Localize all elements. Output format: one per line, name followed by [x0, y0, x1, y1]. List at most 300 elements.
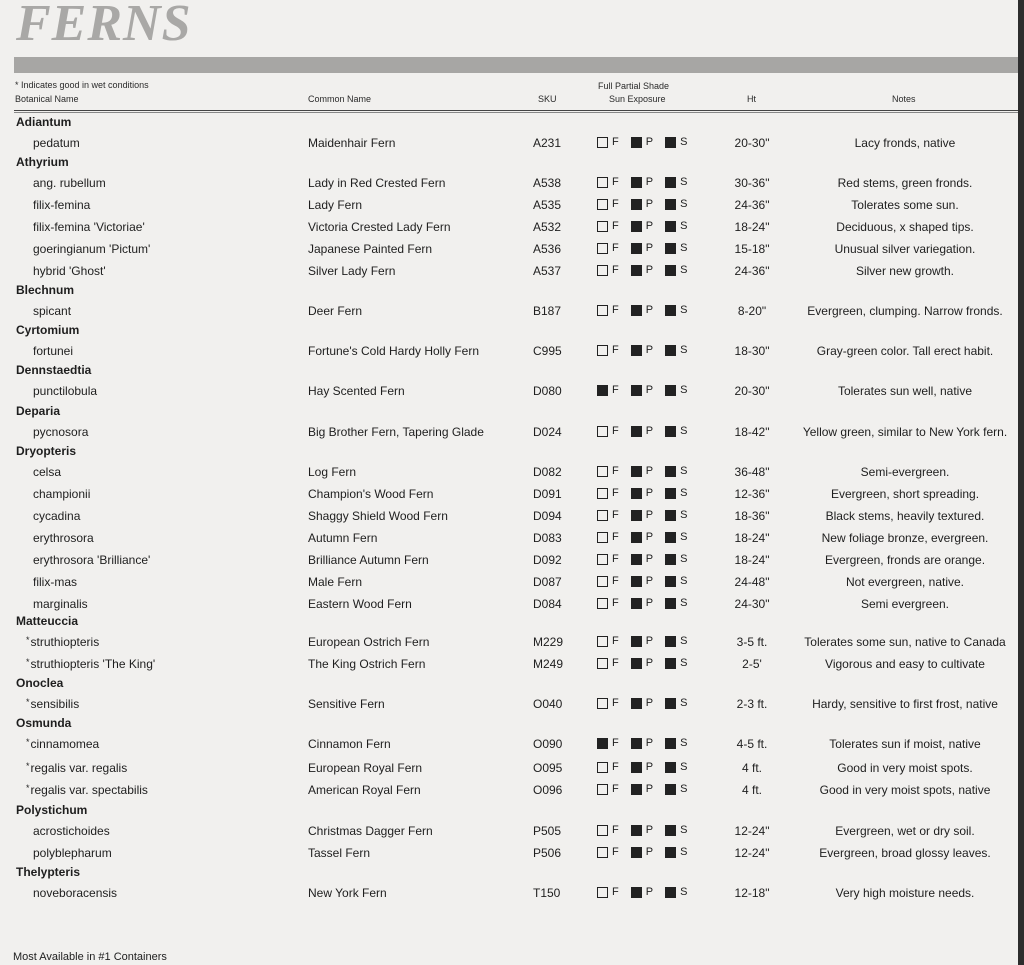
- common-name-cell: European Ostrich Fern: [308, 635, 430, 649]
- partial-sun-checkbox: [631, 554, 642, 565]
- full-sun-checkbox: [597, 698, 608, 709]
- common-name-cell: Brilliance Autumn Fern: [308, 553, 429, 567]
- table-row: [0, 737, 1024, 755]
- notes-cell: Semi-evergreen.: [860, 465, 950, 479]
- partial-sun-checkbox: [631, 385, 642, 396]
- shade-checkbox: [665, 576, 676, 587]
- partial-sun-label: P: [645, 846, 654, 858]
- sun-exposure-cell: [597, 198, 695, 210]
- botanical-name-cell: [26, 783, 148, 797]
- botanical-name-text: pycnosora: [33, 425, 89, 439]
- botanical-name-cell: [33, 465, 61, 479]
- botanical-name-text: goeringianum 'Pictum': [33, 242, 151, 256]
- botanical-name-text: filix-femina 'Victoriae': [33, 220, 145, 234]
- botanical-name-cell: [33, 487, 90, 501]
- common-name-cell: Autumn Fern: [308, 531, 378, 545]
- common-name-header: Common Name: [308, 94, 372, 104]
- sun-exposure-cell: [597, 846, 695, 858]
- height-header: Ht: [747, 94, 756, 104]
- height-cell: 18-36": [734, 509, 770, 523]
- partial-sun-checkbox: [631, 698, 642, 709]
- shade-label: S: [680, 575, 688, 587]
- partial-sun-label: P: [645, 176, 654, 188]
- shade-label: S: [680, 425, 688, 437]
- shade-label: S: [680, 220, 688, 232]
- full-sun-checkbox: [597, 825, 608, 836]
- common-name-cell: Silver Lady Fern: [308, 264, 396, 278]
- full-sun-label: F: [612, 465, 619, 477]
- sun-exposure-cell: [597, 304, 695, 316]
- partial-sun-checkbox: [631, 243, 642, 254]
- shade-checkbox: [665, 738, 676, 749]
- botanical-name-cell: [33, 176, 106, 190]
- sun-levels-header: Full Partial Shade: [598, 81, 670, 91]
- botanical-name-cell: [33, 425, 88, 439]
- shade-checkbox: [665, 199, 676, 210]
- botanical-name-text: filix-mas: [33, 575, 77, 589]
- notes-cell: Hardy, sensitive to first frost, native: [812, 697, 998, 711]
- full-sun-label: F: [612, 886, 619, 898]
- partial-sun-label: P: [645, 553, 654, 565]
- shade-label: S: [680, 136, 688, 148]
- partial-sun-label: P: [645, 783, 654, 795]
- shade-label: S: [680, 304, 688, 316]
- table-row: [0, 242, 1024, 260]
- botanical-name-text: spicant: [33, 304, 72, 318]
- height-cell: 24-30": [734, 597, 770, 611]
- wet-conditions-star: *: [26, 697, 30, 707]
- sun-exposure-cell: [597, 465, 695, 477]
- sun-exposure-cell: [597, 737, 695, 749]
- botanical-name-cell: [33, 886, 117, 900]
- partial-sun-label: P: [645, 824, 654, 836]
- notes-cell: New foliage bronze, evergreen.: [821, 531, 989, 545]
- botanical-name-cell: [33, 344, 73, 358]
- height-cell: 18-24": [734, 553, 770, 567]
- partial-sun-checkbox: [631, 887, 642, 898]
- shade-label: S: [680, 198, 688, 210]
- sku-cell: T150: [533, 886, 561, 900]
- table-row: [0, 425, 1024, 443]
- partial-sun-checkbox: [631, 345, 642, 356]
- full-sun-label: F: [612, 737, 619, 749]
- botanical-name-cell: [33, 597, 88, 611]
- full-sun-label: F: [612, 136, 619, 148]
- table-row: [0, 575, 1024, 593]
- sku-cell: D094: [533, 509, 562, 523]
- common-name-cell: Hay Scented Fern: [308, 384, 405, 398]
- genus-heading: Deparia: [16, 404, 61, 418]
- botanical-name-text: regalis var. spectabilis: [30, 783, 148, 797]
- sku-cell: P505: [533, 824, 562, 838]
- full-sun-label: F: [612, 761, 619, 773]
- botanical-name-text: erythrosora 'Brilliance': [33, 553, 151, 567]
- common-name-cell: Eastern Wood Fern: [308, 597, 412, 611]
- genus-heading: Blechnum: [16, 283, 75, 297]
- shade-label: S: [680, 509, 688, 521]
- botanical-name-text: punctilobula: [33, 384, 98, 398]
- sku-cell: D024: [533, 425, 562, 439]
- shade-label: S: [680, 783, 688, 795]
- full-sun-label: F: [612, 531, 619, 543]
- botanical-name-text: noveboracensis: [33, 886, 118, 900]
- sun-exposure-cell: [597, 553, 695, 565]
- height-cell: 12-24": [734, 846, 770, 860]
- genus-heading: Dryopteris: [16, 444, 77, 458]
- sku-cell: O040: [533, 697, 563, 711]
- genus-heading: Polystichum: [16, 803, 88, 817]
- botanical-name-cell: [33, 553, 150, 567]
- partial-sun-label: P: [645, 597, 654, 609]
- common-name-cell: Christmas Dagger Fern: [308, 824, 433, 838]
- sku-cell: O095: [533, 761, 563, 775]
- partial-sun-checkbox: [631, 199, 642, 210]
- shade-checkbox: [665, 784, 676, 795]
- sun-exposure-cell: [597, 242, 695, 254]
- notes-cell: Semi evergreen.: [860, 597, 950, 611]
- height-cell: 15-18": [734, 242, 770, 256]
- partial-sun-label: P: [645, 220, 654, 232]
- sun-exposure-cell: [597, 136, 695, 148]
- partial-sun-checkbox: [631, 426, 642, 437]
- shade-checkbox: [665, 762, 676, 773]
- shade-checkbox: [665, 698, 676, 709]
- partial-sun-checkbox: [631, 847, 642, 858]
- table-row: [0, 344, 1024, 362]
- height-cell: 12-18": [734, 886, 770, 900]
- height-cell: 24-48": [734, 575, 770, 589]
- notes-cell: Deciduous, x shaped tips.: [836, 220, 974, 234]
- shade-checkbox: [665, 554, 676, 565]
- common-name-cell: Lady Fern: [308, 198, 363, 212]
- height-cell: 4 ft.: [741, 761, 762, 775]
- shade-checkbox: [665, 887, 676, 898]
- sku-cell: B187: [533, 304, 562, 318]
- height-cell: 18-24": [734, 220, 770, 234]
- partial-sun-label: P: [645, 697, 654, 709]
- full-sun-checkbox: [597, 510, 608, 521]
- shade-label: S: [680, 384, 688, 396]
- sku-cell: M249: [533, 657, 564, 671]
- full-sun-checkbox: [597, 784, 608, 795]
- sun-exposure-cell: [597, 220, 695, 232]
- full-sun-label: F: [612, 304, 619, 316]
- partial-sun-checkbox: [631, 265, 642, 276]
- full-sun-checkbox: [597, 636, 608, 647]
- shade-label: S: [680, 176, 688, 188]
- table-row: [0, 304, 1024, 322]
- wet-conditions-star: *: [26, 783, 30, 793]
- full-sun-checkbox: [597, 598, 608, 609]
- height-cell: 8-20": [737, 304, 767, 318]
- table-row: [0, 824, 1024, 842]
- shade-label: S: [680, 697, 688, 709]
- common-name-cell: American Royal Fern: [308, 783, 421, 797]
- full-sun-checkbox: [597, 137, 608, 148]
- partial-sun-checkbox: [631, 738, 642, 749]
- notes-cell: Red stems, green fronds.: [837, 176, 973, 190]
- sun-exposure-cell: [597, 344, 695, 356]
- common-name-cell: Log Fern: [308, 465, 357, 479]
- height-cell: 2-3 ft.: [736, 697, 768, 711]
- notes-cell: Silver new growth.: [855, 264, 955, 278]
- sku-cell: D080: [533, 384, 562, 398]
- notes-cell: Gray-green color. Tall erect habit.: [816, 344, 994, 358]
- sun-exposure-cell: [597, 575, 695, 587]
- genus-heading: Onoclea: [16, 676, 64, 690]
- partial-sun-checkbox: [631, 510, 642, 521]
- botanical-name-text: hybrid 'Ghost': [33, 264, 106, 278]
- sku-cell: D092: [533, 553, 562, 567]
- notes-cell: Evergreen, fronds are orange.: [824, 553, 986, 567]
- table-row: [0, 176, 1024, 194]
- full-sun-label: F: [612, 597, 619, 609]
- botanical-name-text: cycadina: [33, 509, 81, 523]
- sun-exposure-cell: [597, 264, 695, 276]
- shade-label: S: [680, 553, 688, 565]
- full-sun-label: F: [612, 575, 619, 587]
- full-sun-label: F: [612, 783, 619, 795]
- full-sun-checkbox: [597, 532, 608, 543]
- wet-conditions-star: *: [26, 761, 30, 771]
- table-row: [0, 198, 1024, 216]
- sku-cell: A538: [533, 176, 562, 190]
- genus-heading: Thelypteris: [16, 865, 81, 879]
- common-name-cell: Champion's Wood Fern: [308, 487, 434, 501]
- botanical-name-cell: [33, 220, 145, 234]
- notes-cell: Tolerates some sun.: [851, 198, 959, 212]
- table-row: [0, 264, 1024, 282]
- notes-cell: Tolerates sun well, native: [837, 384, 973, 398]
- partial-sun-label: P: [645, 264, 654, 276]
- shade-checkbox: [665, 532, 676, 543]
- shade-label: S: [680, 635, 688, 647]
- full-sun-label: F: [612, 824, 619, 836]
- shade-label: S: [680, 465, 688, 477]
- botanical-name-cell: [33, 824, 110, 838]
- full-sun-checkbox: [597, 762, 608, 773]
- genus-heading: Dennstaedtia: [16, 363, 92, 377]
- full-sun-checkbox: [597, 658, 608, 669]
- botanical-name-cell: [33, 509, 80, 523]
- partial-sun-checkbox: [631, 636, 642, 647]
- shade-checkbox: [665, 305, 676, 316]
- full-sun-checkbox: [597, 576, 608, 587]
- full-sun-label: F: [612, 242, 619, 254]
- sun-exposure-cell: [597, 597, 695, 609]
- shade-checkbox: [665, 488, 676, 499]
- full-sun-label: F: [612, 264, 619, 276]
- sku-cell: A231: [533, 136, 562, 150]
- botanical-name-cell: [33, 531, 94, 545]
- sun-exposure-cell: [597, 384, 695, 396]
- sku-cell: C995: [533, 344, 562, 358]
- shade-checkbox: [665, 658, 676, 669]
- full-sun-checkbox: [597, 385, 608, 396]
- shade-label: S: [680, 597, 688, 609]
- common-name-cell: Victoria Crested Lady Fern: [308, 220, 451, 234]
- botanical-name-text: sensibilis: [30, 697, 80, 711]
- common-name-cell: Shaggy Shield Wood Fern: [308, 509, 448, 523]
- full-sun-checkbox: [597, 221, 608, 232]
- sku-cell: D091: [533, 487, 562, 501]
- table-row: [0, 635, 1024, 653]
- notes-cell: Black stems, heavily textured.: [825, 509, 985, 523]
- table-row: [0, 657, 1024, 675]
- table-row: [0, 487, 1024, 505]
- botanical-name-cell: [33, 136, 80, 150]
- common-name-cell: Japanese Painted Fern: [308, 242, 433, 256]
- table-row: [0, 553, 1024, 571]
- sun-exposure-cell: [597, 783, 695, 795]
- table-row: [0, 465, 1024, 483]
- header-rule-secondary: [14, 112, 1024, 113]
- sku-cell: A536: [533, 242, 562, 256]
- common-name-cell: European Royal Fern: [308, 761, 423, 775]
- genus-heading: Adiantum: [16, 115, 72, 129]
- sun-exposure-cell: [597, 635, 695, 647]
- height-cell: 4-5 ft.: [736, 737, 768, 751]
- notes-cell: Very high moisture needs.: [835, 886, 975, 900]
- notes-cell: Lacy fronds, native: [854, 136, 956, 150]
- full-sun-label: F: [612, 635, 619, 647]
- botanical-name-cell: [33, 264, 106, 278]
- botanical-name-text: celsa: [33, 465, 62, 479]
- full-sun-checkbox: [597, 847, 608, 858]
- full-sun-checkbox: [597, 887, 608, 898]
- shade-label: S: [680, 344, 688, 356]
- sun-exposure-cell: [597, 176, 695, 188]
- botanical-name-header: Botanical Name: [15, 94, 79, 104]
- shade-checkbox: [665, 221, 676, 232]
- shade-label: S: [680, 487, 688, 499]
- sun-exposure-cell: [597, 487, 695, 499]
- table-row: [0, 531, 1024, 549]
- partial-sun-checkbox: [631, 305, 642, 316]
- table-row: [0, 846, 1024, 864]
- sun-exposure-cell: [597, 886, 695, 898]
- sun-exposure-cell: [597, 657, 695, 669]
- notes-cell: Vigorous and easy to cultivate: [825, 657, 985, 671]
- shade-label: S: [680, 886, 688, 898]
- partial-sun-checkbox: [631, 576, 642, 587]
- partial-sun-checkbox: [631, 532, 642, 543]
- botanical-name-text: polyblepharum: [33, 846, 112, 860]
- full-sun-label: F: [612, 198, 619, 210]
- full-sun-checkbox: [597, 305, 608, 316]
- common-name-cell: Deer Fern: [308, 304, 363, 318]
- notes-header: Notes: [892, 94, 916, 104]
- notes-cell: Not evergreen, native.: [845, 575, 965, 589]
- height-cell: 24-36": [734, 264, 770, 278]
- common-name-cell: Cinnamon Fern: [308, 737, 391, 751]
- shade-checkbox: [665, 385, 676, 396]
- partial-sun-checkbox: [631, 221, 642, 232]
- sku-cell: D083: [533, 531, 562, 545]
- partial-sun-checkbox: [631, 598, 642, 609]
- full-sun-label: F: [612, 657, 619, 669]
- shade-label: S: [680, 846, 688, 858]
- botanical-name-cell: [33, 846, 112, 860]
- shade-checkbox: [665, 177, 676, 188]
- genus-heading: Osmunda: [16, 716, 72, 730]
- full-sun-label: F: [612, 220, 619, 232]
- shade-checkbox: [665, 598, 676, 609]
- partial-sun-checkbox: [631, 825, 642, 836]
- botanical-name-text: marginalis: [33, 597, 88, 611]
- botanical-name-cell: [26, 761, 127, 775]
- sku-cell: D082: [533, 465, 562, 479]
- full-sun-label: F: [612, 846, 619, 858]
- height-cell: 36-48": [734, 465, 770, 479]
- full-sun-checkbox: [597, 488, 608, 499]
- sku-cell: P506: [533, 846, 562, 860]
- sun-exposure-cell: [597, 761, 695, 773]
- botanical-name-cell: [26, 635, 99, 649]
- partial-sun-label: P: [645, 531, 654, 543]
- common-name-cell: Fortune's Cold Hardy Holly Fern: [308, 344, 480, 358]
- shade-label: S: [680, 657, 688, 669]
- common-name-cell: Tassel Fern: [308, 846, 371, 860]
- partial-sun-checkbox: [631, 762, 642, 773]
- partial-sun-checkbox: [631, 466, 642, 477]
- shade-label: S: [680, 264, 688, 276]
- footer-note: Most Available in #1 Containers: [13, 951, 167, 963]
- common-name-cell: New York Fern: [308, 886, 387, 900]
- notes-cell: Good in very moist spots, native: [819, 783, 991, 797]
- botanical-name-text: pedatum: [33, 136, 80, 150]
- full-sun-label: F: [612, 384, 619, 396]
- height-cell: 20-30": [734, 384, 770, 398]
- partial-sun-checkbox: [631, 658, 642, 669]
- partial-sun-label: P: [645, 242, 654, 254]
- botanical-name-text: struthiopteris: [30, 635, 100, 649]
- notes-cell: Unusual silver variegation.: [834, 242, 976, 256]
- height-cell: 3-5 ft.: [736, 635, 768, 649]
- sku-cell: O090: [533, 737, 563, 751]
- table-row: [0, 761, 1024, 779]
- partial-sun-label: P: [645, 344, 654, 356]
- botanical-name-cell: [26, 657, 155, 671]
- shade-checkbox: [665, 265, 676, 276]
- table-row: [0, 509, 1024, 527]
- wet-conditions-star: *: [26, 657, 30, 667]
- table-row: [0, 697, 1024, 715]
- page-title: FERNS: [16, 0, 192, 52]
- full-sun-checkbox: [597, 199, 608, 210]
- shade-checkbox: [665, 137, 676, 148]
- height-cell: 12-24": [734, 824, 770, 838]
- height-cell: 18-24": [734, 531, 770, 545]
- partial-sun-label: P: [645, 575, 654, 587]
- full-sun-label: F: [612, 176, 619, 188]
- common-name-cell: Lady in Red Crested Fern: [308, 176, 446, 190]
- table-row: [0, 597, 1024, 615]
- full-sun-label: F: [612, 697, 619, 709]
- height-cell: 2-5': [742, 657, 762, 671]
- common-name-cell: Sensitive Fern: [308, 697, 385, 711]
- partial-sun-label: P: [645, 487, 654, 499]
- height-cell: 12-36": [734, 487, 770, 501]
- table-row: [0, 220, 1024, 238]
- sku-cell: A537: [533, 264, 562, 278]
- botanical-name-cell: [33, 575, 77, 589]
- partial-sun-label: P: [645, 198, 654, 210]
- full-sun-checkbox: [597, 243, 608, 254]
- full-sun-checkbox: [597, 265, 608, 276]
- genus-heading: Matteuccia: [16, 614, 79, 628]
- common-name-cell: The King Ostrich Fern: [308, 657, 426, 671]
